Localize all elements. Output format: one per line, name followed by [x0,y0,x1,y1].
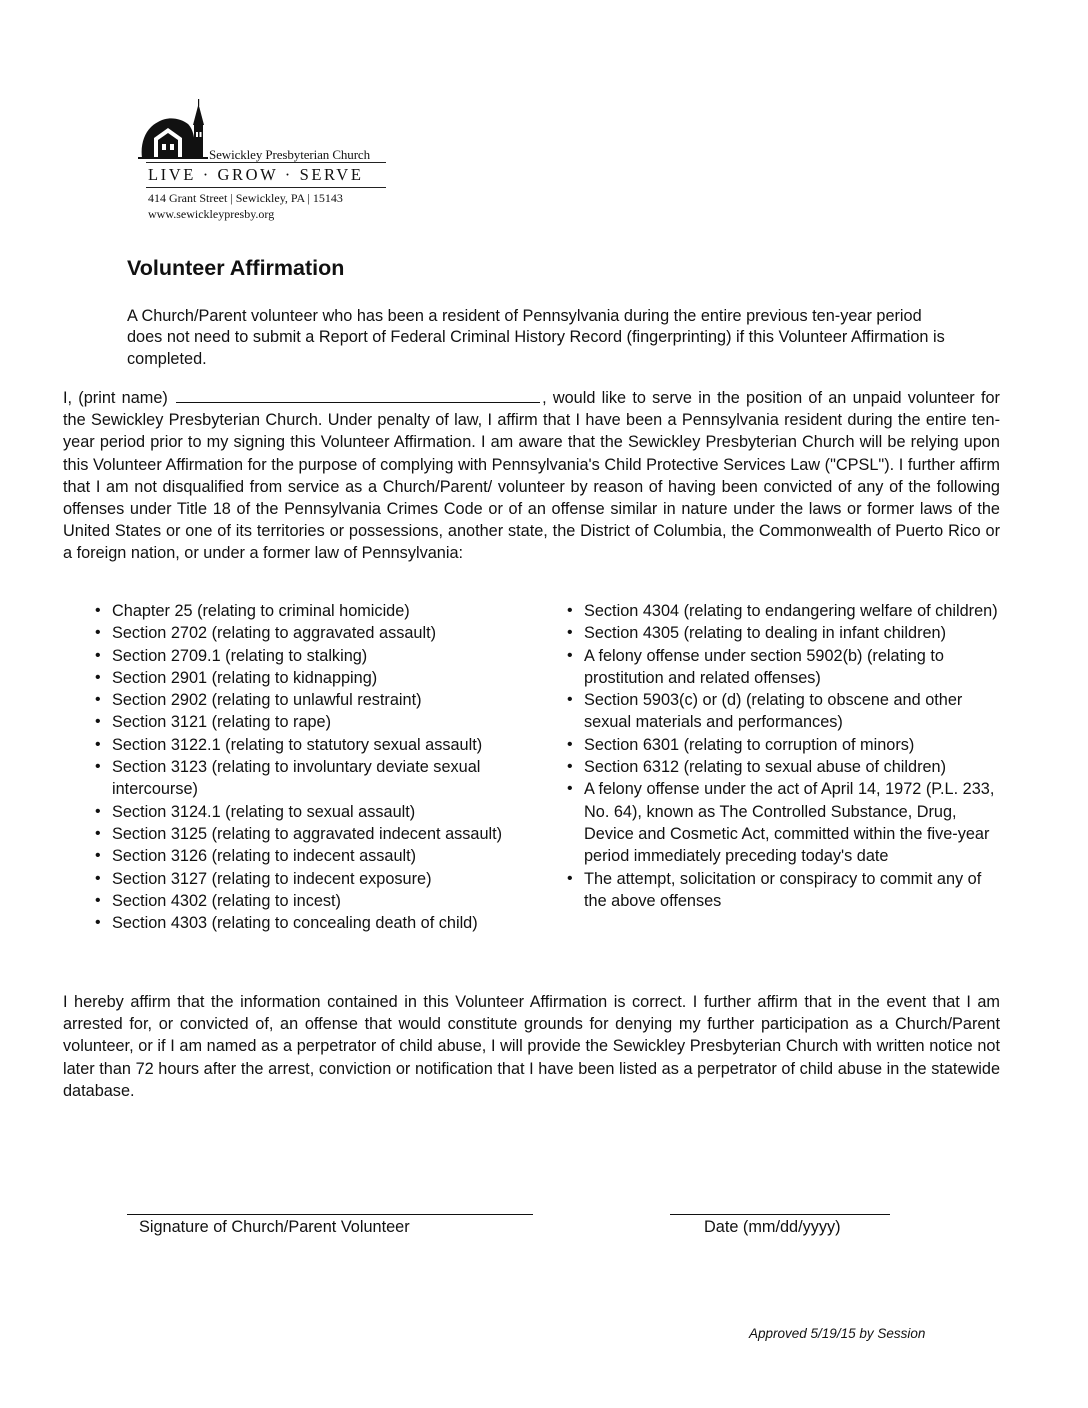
affirmation-text: , would like to serve in the position of an unpaid volunteer for the Sewickley Presbyterian Church. Under penalty of law, I affirm that I have been a Pennsylvania resident during the entire ten-year period prior to my signing this Volunteer Affirmation. I am aware that the Sewickley Presbyterian Church will be relying upon this Volunteer Affirmation for the purpose of complying with Pennsylvania's Child Protective Services Law ("CPSL"). I further affirm that I am not disqualified from service as a Church/Parent/ volunteer by reason of having been convicted of any of the following offenses under Title 18 of the Pennsylvania Crimes Code or of an offense similar in nature under the laws or former laws of the United States or one of its territories or possessions, another state, the District of Columbia, the Commonwealth of Puerto Rico or a foreign nation, or under a former law of Pennsylvania: [63,389,1000,563]
offense-list-item: • Section 4303 (relating to concealing death of child) [95,912,565,934]
offense-list-item: • Section 3124.1 (relating to sexual assault) [95,801,565,823]
offense-list-item: • Section 3127 (relating to indecent exposure) [95,868,565,890]
offense-list-item: • Section 6301 (relating to corruption of minors) [567,734,1007,756]
church-logo [138,98,208,160]
offense-list-item: • Section 5903(c) or (d) (relating to obscene and other sexual materials and performances) [567,689,1007,734]
offense-list-item: • Section 3125 (relating to aggravated indecent assault) [95,823,565,845]
church-building-icon [138,98,208,160]
approval-note: Approved 5/19/15 by Session [749,1326,926,1341]
offense-list-item: • Section 2901 (relating to kidnapping) [95,667,565,689]
offense-list-left [95,600,565,934]
offense-list-item: • Section 3123 (relating to involuntary deviate sexual intercourse) [95,756,565,801]
offense-list-item: • Section 4302 (relating to incest) [95,890,565,912]
offense-list-item: • A felony offense under section 5902(b) (relating to prostitution and related offenses) [567,645,1007,690]
print-name-label: I, (print name) [63,389,175,407]
date-line[interactable] [670,1214,890,1215]
intro-paragraph: A Church/Parent volunteer who has been a resident of Pennsylvania during the entire previous ten-year period does not need to submit a Report of Federal Criminal History Record (fingerprinting) if this Volunteer Affirmation is completed. [127,307,945,368]
offense-list-item: • Section 2709.1 (relating to stalking) [95,645,565,667]
print-name-blank[interactable] [176,388,540,403]
offense-list-item: • Section 2902 (relating to unlawful restraint) [95,689,565,711]
page-title: Volunteer Affirmation [127,256,345,280]
letterhead-divider [146,187,386,188]
affirmation-paragraph [63,387,1000,565]
signature-line[interactable] [127,1214,533,1215]
offense-list-item: • A felony offense under the act of April 14, 1972 (P.L. 233, No. 64), known as The Controlled Substance, Drug, Device and Cosmetic Act, committed within the five-year period immediately preceding today's date [567,778,1007,867]
offense-list-right [567,600,1007,912]
church-address: 414 Grant Street | Sewickley, PA | 15143 [148,191,343,205]
letterhead-divider [146,162,386,163]
offense-list-item: • Chapter 25 (relating to criminal homicide) [95,600,565,622]
offense-list-item: • Section 2702 (relating to aggravated assault) [95,622,565,644]
offense-list-item: • Section 4304 (relating to endangering welfare of children) [567,600,1007,622]
church-website: www.sewickleypresby.org [148,207,275,221]
offense-list-item: • Section 4305 (relating to dealing in infant children) [567,622,1007,644]
offense-list-item: • Section 3121 (relating to rape) [95,711,565,733]
offense-list-item: • The attempt, solicitation or conspiracy to commit any of the above offenses [567,868,1007,913]
date-label: Date (mm/dd/yyyy) [704,1218,841,1236]
offense-list-item: • Section 6312 (relating to sexual abuse of children) [567,756,1007,778]
signature-label: Signature of Church/Parent Volunteer [139,1218,410,1236]
offense-list-item: • Section 3126 (relating to indecent assault) [95,845,565,867]
church-tagline: LIVE · GROW · SERVE [148,165,364,184]
offense-list-item: • Section 3122.1 (relating to statutory sexual assault) [95,734,565,756]
church-name: Sewickley Presbyterian Church [209,147,371,162]
closing-paragraph: I hereby affirm that the information contained in this Volunteer Affirmation is correct. I further affirm that in the event that I am arrested for, or convicted of, an offense that would constitute grounds for denying my further participation as a Church/Parent volunteer, or if I am named as a perpetrator of child abuse, I will provide the Sewickley Presbyterian Church with written notice not later than 72 hours after the arrest, conviction or notification that I have been listed as a perpetrator of child abuse in the statewide database. [63,993,1000,1100]
